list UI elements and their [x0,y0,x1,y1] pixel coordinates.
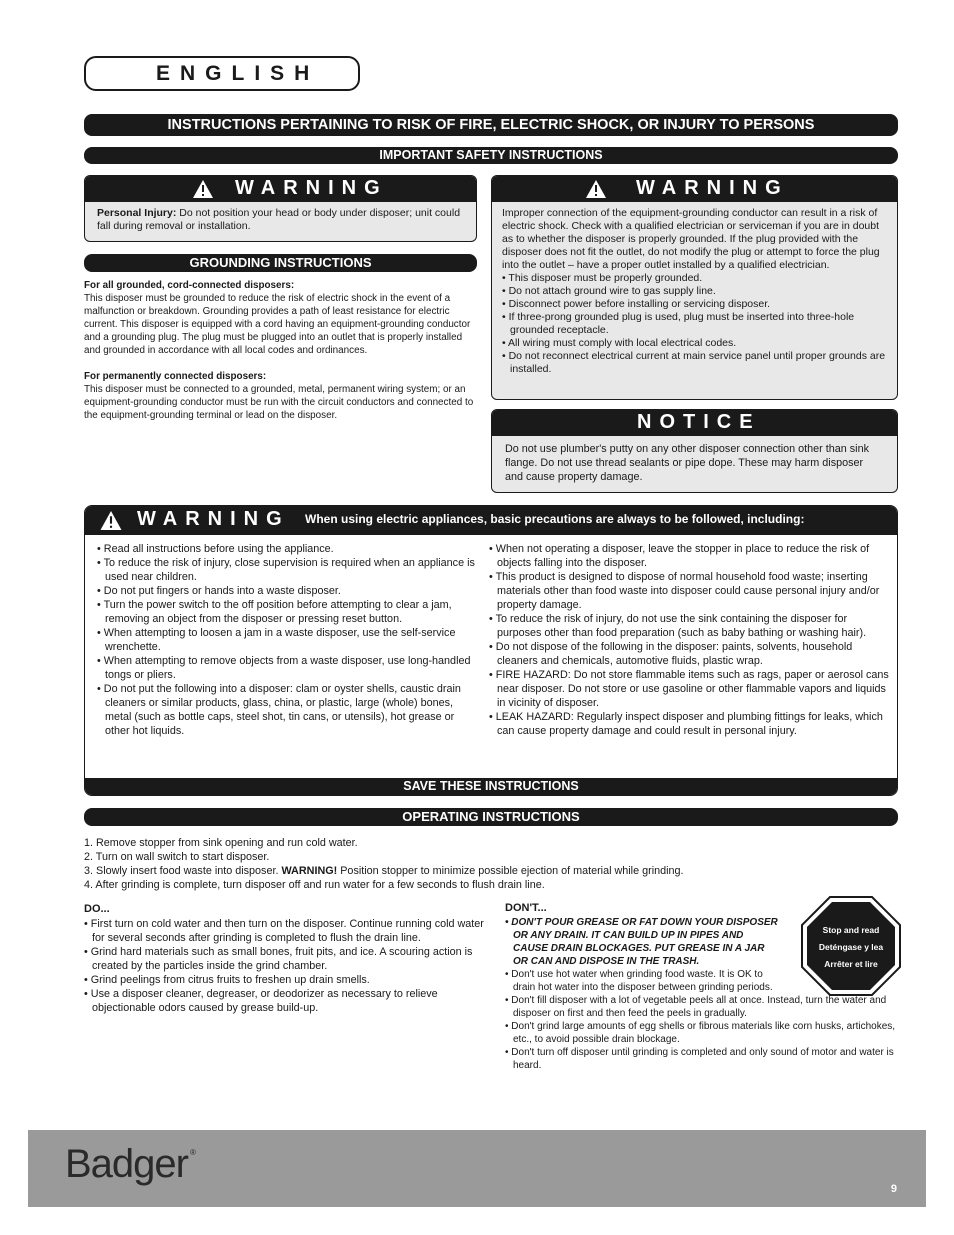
stop-sign-line-1: Stop and read [822,925,880,935]
list-item: • FIRE HAZARD: Do not store flammable items such as rags, paper or aerosol cans near disposer. Do not store or use gasoline or other flammable vapors and liquids in vicinity of disposer. [489,669,889,709]
grounding-text [84,279,476,422]
precautions-left-list [97,542,475,738]
precautions-right-list [489,542,889,738]
list-item: • When attempting to loosen a jam in a waste disposer, use the self-service wrenchette. [97,627,456,653]
list-item: • When not operating a disposer, leave the stopper in place to reduce the risk of objects falling into the disposer. [489,543,870,569]
warning-header [85,176,476,202]
list-item: • First turn on cold water and then turn on the disposer. Continue running cold water for several seconds after grinding is completed to flush the drain line. [84,918,484,944]
warning-body [492,202,897,381]
list-item: • Disconnect power before installing or servicing disposer. [502,298,771,310]
list-item: • Grind peelings from citrus fruits to freshen up drain smells. [84,974,370,986]
basic-precautions-warning [84,505,898,796]
list-item: • Use a disposer cleaner, degreaser, or deodorizer as necessary to relieve objectionable odors caused by grease build-up. [84,988,438,1014]
operating-heading: OPERATING INSTRUCTIONS [84,808,898,826]
notice-title: NOTICE [637,411,761,433]
warning-title: WARNING [235,177,388,199]
grounding-cord-text: This disposer must be grounded to reduce the risk of electric shock in the event of a malfunction or breakdown. Grounding provides a path of least resistance for electric current. This disposer is equipped with a cord having an equipment-grounding conductor and a grounding plug. The plug must be plugged into an outlet that is properly installed and grounded in accordance with all local codes and ordinances. [84,293,471,356]
warning-intro: Improper connection of the equipment-grounding conductor can result in a risk of electric shock. Check with a qualified electrician or serviceman if you are in doubt as to whether the disposer is properly grounded. If the plug provided with the disposer does not fit the outlet, do not modify the plug or attempt to force the plug into the outlet – have a proper outlet installed by a qualified electrician. [502,207,880,271]
dont-heading: DON'T... [505,902,547,914]
warning-text: Do not position your head or body under disposer; unit could fall during removal or installation. [97,207,461,232]
warning-body [85,202,476,238]
brand-name: Badger [65,1142,188,1186]
list-item: • This product is designed to dispose of normal household food waste; inserting materials other than food waste into disposer could cause personal injury and/or property damage. [489,571,880,611]
list-item: • Do not reconnect electrical current at main service panel until proper grounds are installed. [502,350,886,375]
list-item: • All wiring must comply with local electrical codes. [502,337,737,349]
step-3-text: 3. Slowly insert food waste into disposer. [84,865,282,877]
grounding-heading: GROUNDING INSTRUCTIONS [84,254,477,272]
footer-bar [28,1130,926,1207]
step-3 [84,864,898,878]
list-item: • To reduce the risk of injury, do not use the sink containing the disposer for purposes other than food preparation (such as baby bathing or washing hair). [489,613,867,639]
list-item: • Don't grind large amounts of egg shells or fibrous materials like corn husks, artichokes, etc., to avoid possible drain blockage. [505,1021,896,1045]
save-instructions-bar: SAVE THESE INSTRUCTIONS [85,778,897,795]
warning-triangle-icon [585,179,607,199]
do-heading: DO... [84,903,110,915]
list-item: • DON'T POUR GREASE OR FAT DOWN YOUR DISPOSER OR ANY DRAIN. IT CAN BUILD UP IN PIPES AND CAUSE DRAIN BLOCKAGES. PUT GREASE IN A JAR OR CAN AND DISPOSE IN THE TRASH. [505,917,778,967]
warning-triangle-icon [99,510,123,531]
list-item: • To reduce the risk of injury, close supervision is required when an appliance is used near children. [97,557,475,583]
list-item: • Don't use hot water when grinding food waste. It is OK to drain hot water into the disposer between grinding periods. [505,969,773,993]
list-item: • Grind hard materials such as small bones, fruit pits, and ice. A scouring action is created by the particles inside the grind chamber. [84,946,473,972]
main-heading: INSTRUCTIONS PERTAINING TO RISK OF FIRE, ELECTRIC SHOCK, OR INJURY TO PERSONS [84,114,898,136]
list-item: • Do not put fingers or hands into a waste disposer. [97,585,341,597]
list-item: • If three-prong grounded plug is used, plug must be inserted into three-hole grounded receptacle. [502,311,855,336]
registered-mark: ® [189,1148,196,1157]
list-item: • Do not attach ground wire to gas supply line. [502,285,716,297]
step-4: 4. After grinding is complete, turn disposer off and run water for a few seconds to flush drain line. [84,879,545,891]
warning-header [85,506,897,535]
list-item: • Do not dispose of the following in the disposer: paints, solvents, household cleaners and chemicals, automotive fluids, plastic wrap. [489,641,853,667]
warning-subtitle: When using electric appliances, basic precautions are always to be followed, including: [305,512,805,526]
list-item: • When attempting to remove objects from a waste disposer, use long-handled tongs or pliers. [97,655,471,681]
stop-sign-line-2: Deténgase y lea [818,942,884,952]
warning-bullet-list [502,272,887,376]
grounding-cord-heading: For all grounded, cord-connected disposers: [84,280,295,291]
badger-logo [65,1142,196,1187]
step-2: 2. Turn on wall switch to start disposer. [84,851,270,863]
notice-box [491,409,898,493]
list-item: • Turn the power switch to the off position before attempting to clear a jam, removing an object from the disposer or pressing reset button. [97,599,452,625]
do-list [84,917,484,1015]
list-item: • LEAK HAZARD: Regularly inspect disposer and plumbing fittings for leaks, which can cause property damage and could result in personal injury. [489,711,883,737]
safety-subheading: IMPORTANT SAFETY INSTRUCTIONS [84,147,898,164]
list-item: • Don't fill disposer with a lot of vegetable peels all at once. Instead, turn the water and disposer on first and then feed the peels in gradually. [505,995,887,1019]
page-number: 9 [890,1183,897,1195]
operating-steps [84,836,898,892]
stop-sign-line-3: Arrêter et lire [824,959,878,969]
step-3-warning: WARNING! [281,865,338,877]
warning-bold-lead: Personal Injury: [97,207,177,219]
warning-grounding-conductor [491,175,898,400]
step-1: 1. Remove stopper from sink opening and run cold water. [84,837,358,849]
notice-header [492,410,897,436]
list-item: • Do not put the following into a disposer: clam or oyster shells, caustic drain cleaners or similar products, glass, china, or plastic, large (whole) bones, metal (such as bottle caps, steel shot, tin cans, or utensils), hot grease or other hot liquids. [97,683,461,737]
notice-body: Do not use plumber's putty on any other disposer connection other than sink flange. Do not use thread sealants or pipe dope. These may harm disposer and cause property damage. [505,443,869,483]
warning-header [492,176,897,202]
warning-triangle-icon [192,179,214,199]
stop-sign-icon [801,896,901,996]
list-item: • This disposer must be properly grounded. [502,272,703,284]
language-label-box [84,56,360,91]
grounding-permanent-heading: For permanently connected disposers: [84,371,267,382]
list-item: • Read all instructions before using the appliance. [97,543,334,555]
step-3-rest: Position stopper to minimize possible ejection of material while grinding. [337,865,684,877]
language-label: ENGLISH [156,62,320,85]
grounding-permanent-text: This disposer must be connected to a grounded, metal, permanent wiring system; or an equipment-grounding conductor must be run with the circuit conductors and connected to the equipment-grounding terminal or lead on the disposer. [84,384,474,421]
warning-title: WARNING [137,508,290,530]
warning-personal-injury [84,175,477,242]
warning-title: WARNING [636,177,789,199]
list-item: • Don't turn off disposer until grinding is completed and only sound of motor and water is heard. [505,1047,894,1071]
